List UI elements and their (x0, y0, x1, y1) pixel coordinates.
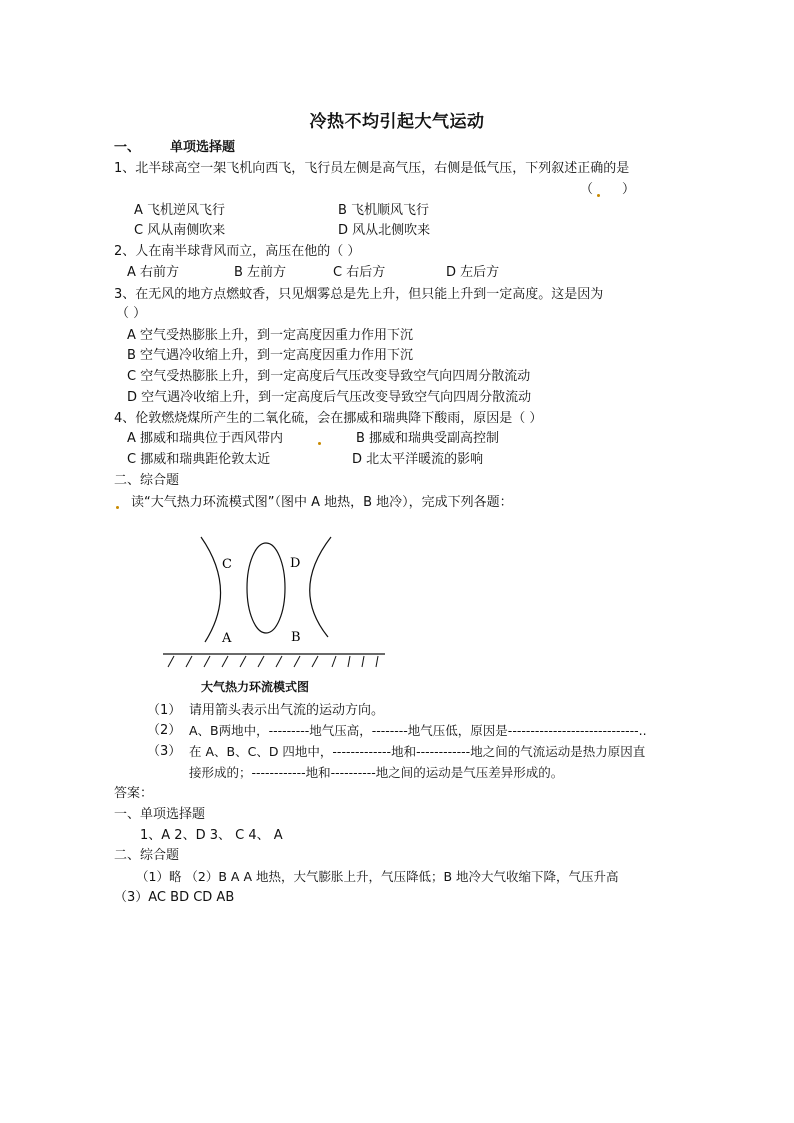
q4-option-c: C 挪威和瑞典距伦敦太近 (127, 452, 271, 467)
answers-line-2: （3）AC BD CD AB (114, 890, 235, 905)
q4-option-a: A 挪威和瑞典位于西风带内 (127, 431, 284, 446)
section1-number: 一、 (114, 140, 141, 155)
q1-option-d: D 风从北侧吹来 (338, 223, 431, 238)
right-isobar-curve (310, 537, 331, 637)
diagram-label-b: B (291, 630, 301, 645)
sub-question-2-number: （2） (147, 723, 182, 738)
section2-heading: 二、综合题 (114, 473, 180, 488)
page-title: 冷热不均引起大气运动 (309, 112, 485, 132)
q3-stem: 3、在无风的地方点燃蚊香，只见烟雾总是先上升，但只能上升到一定高度。这是因为 (114, 287, 604, 302)
q4-option-b: B 挪威和瑞典受副高控制 (356, 431, 500, 446)
diagram-caption: 大气热力环流模式图 (201, 680, 310, 694)
orange-mark (318, 442, 321, 445)
diagram-label-a: A (222, 631, 232, 646)
q1-stem: 1、北半球高空一架飞机向西飞，飞行员左侧是高气压，右侧是低气压，下列叙述正确的是 (114, 161, 630, 176)
sub-question-2: A、B两地中，---------地气压高，--------地气压低，原因是-----------------------------.. (189, 723, 647, 738)
left-isobar-curve (201, 537, 221, 642)
diagram-label-d: D (290, 556, 301, 571)
q1-paren-close: ） (622, 182, 636, 197)
q3-option-c: C 空气受热膨胀上升，到一定高度后气压改变导致空气向四周分散流动 (127, 369, 531, 384)
circulation-loop (247, 543, 285, 633)
q4-stem: 4、伦敦燃烧煤所产生的二氧化硫，会在挪威和瑞典降下酸雨，原因是（ ） (114, 411, 543, 426)
sub-question-1-number: （1） (147, 703, 182, 718)
q2-option-b: B 左前方 (234, 265, 287, 280)
q1-paren-open: （ (580, 182, 594, 197)
diagram-label-c: C (222, 557, 232, 572)
question-intro: 读“大气热力环流模式图”（图中 A 地热，B 地冷），完成下列各题： (131, 495, 513, 510)
q3-option-d: D 空气遇冷收缩上升，到一定高度后气压改变导致空气向四周分散流动 (127, 390, 532, 405)
sub-question-3-continued: 接形成的；------------地和----------地之间的运动是气压差异形成的。 (189, 765, 564, 780)
answers-section1: 1、A 2、D 3、 C 4、 A (140, 828, 283, 843)
q2-option-c: C 右后方 (333, 265, 386, 280)
orange-mark (597, 194, 600, 197)
section1-heading: 单项选择题 (170, 140, 236, 155)
q3-paren: （ ） (116, 306, 147, 321)
q2-option-a: A 右前方 (127, 265, 180, 280)
q1-option-a: A 飞机逆风飞行 (134, 203, 226, 218)
q4-option-d: D 北太平洋暖流的影响 (352, 452, 484, 467)
sub-question-3-number: （3） (147, 744, 182, 759)
thermal-circulation-diagram (160, 530, 392, 675)
answers-label: 答案： (114, 786, 154, 801)
q1-option-b: B 飞机顺风飞行 (338, 203, 430, 218)
sub-question-1: 请用箭头表示出气流的运动方向。 (189, 703, 385, 718)
q1-option-c: C 风从南侧吹来 (134, 223, 226, 238)
answers-section2-heading: 二、综合题 (114, 848, 180, 863)
q3-option-b: B 空气遇冷收缩上升，到一定高度因重力作用下沉 (127, 348, 414, 363)
sub-question-3: 在 A、B、C、D 四地中，-------------地和------------地之间的气流运动是热力原因直 (189, 744, 646, 759)
q3-option-a: A 空气受热膨胀上升，到一定高度因重力作用下沉 (127, 328, 414, 343)
q2-option-d: D 左后方 (446, 265, 500, 280)
ground-hatching (168, 656, 378, 667)
answers-line-1: （1）略 （2）B A A 地热，大气膨胀上升，气压降低；B 地冷大气收缩下降，气压升高 (136, 869, 619, 884)
q2-stem: 2、人在南半球背风而立，高压在他的（ ） (114, 244, 361, 259)
orange-mark (116, 506, 119, 509)
answers-section1-heading: 一、单项选择题 (114, 807, 206, 822)
